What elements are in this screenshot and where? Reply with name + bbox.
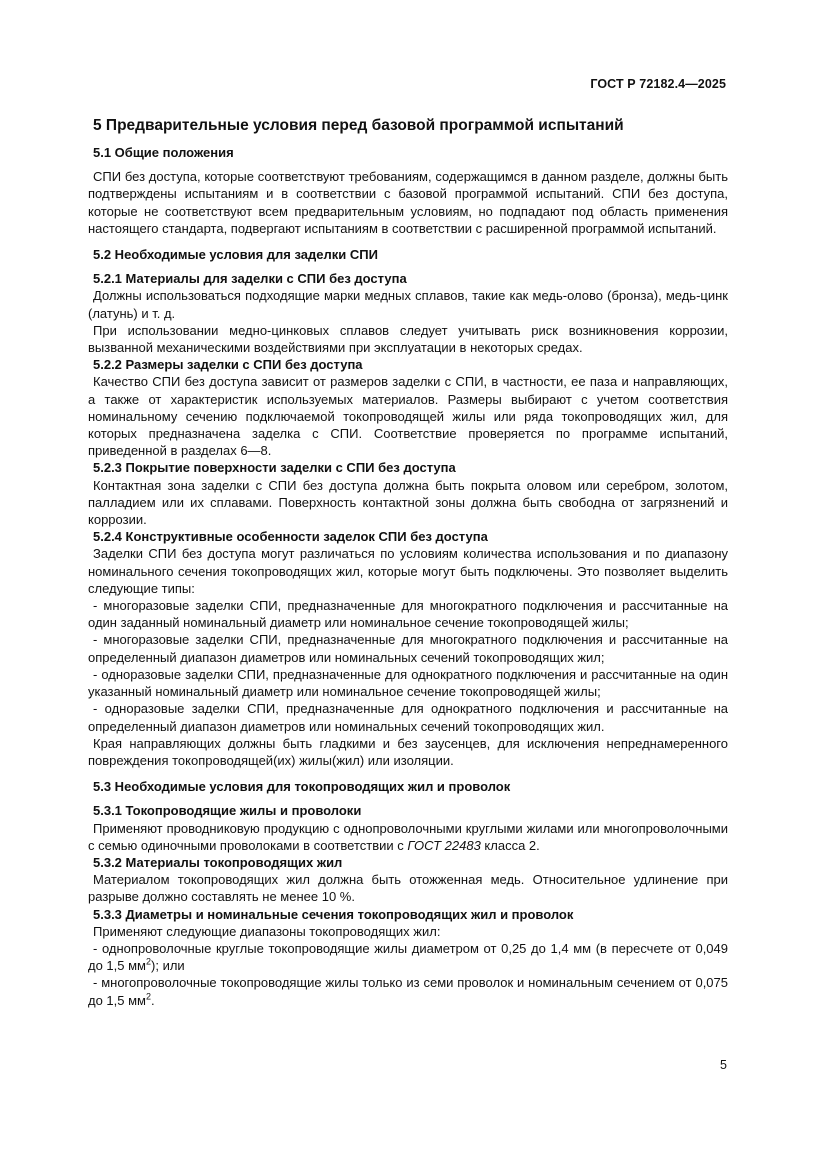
- list-item: - многопроволочные токопроводящие жилы только из семи проволок и номинальным сечением от 0,075 до 1,5 $мм^2$.: [88, 975, 728, 1008]
- section-5-3-2-title: 5.3.2 Материалы токопроводящих жил: [93, 854, 343, 870]
- section-5-2-2-title: 5.2.2 Размеры заделки с СПИ без доступа: [93, 357, 363, 373]
- section-5-2-1-paragraph-1: Должны использоваться подходящие марки медных сплавов, такие как медь-олово (бронза), медь-цинк (латунь) и т. д.: [88, 288, 728, 321]
- page-number: 5: [720, 1058, 727, 1072]
- section-5-2-4-paragraph-2: Края направляющих должны быть гладкими и без заусенцев, для исключения непреднамеренного повреждения токопроводящей(их) жилы(жил) или изоляции.: [88, 735, 728, 768]
- section-5-2-4-paragraph-1: Заделки СПИ без доступа могут различаться по условиям количества использования и по диапазону номинального сечения токопроводящих жил, которые могут быть подключены. Это позволяет выделить следующие типы:: [88, 546, 728, 596]
- list-item: - одноразовые заделки СПИ, предназначенные для однократного подключения и рассчитанные на один указанный номинальный диаметр или номинальное сечение токопроводящей жилы;: [88, 666, 728, 700]
- section-5-2-4-title: 5.2.4 Конструктивные особенности заделок СПИ без доступа: [93, 529, 488, 545]
- section-5-2-3-paragraph: Контактная зона заделки с СПИ без доступа должна быть покрыта оловом или серебром, золотом, палладием или их сплавами. Поверхность контактной зоны должна быть свободна от загрязнений и коррозии.: [88, 477, 728, 528]
- section-5-1-title: 5.1 Общие положения: [93, 145, 234, 160]
- list-item: - однопроволочные круглые токопроводящие жилы диаметром от 0,25 до 1,4 мм (в пересчете от 0,049 до 1,5 $мм^2$); или: [88, 940, 728, 974]
- list-item: - многоразовые заделки СПИ, предназначенные для многократного подключения и рассчитанные на определенный диапазон диаметров или номинальных сечений токопроводящих жил;: [88, 632, 728, 665]
- section-5-2-1-paragraph-2: При использовании медно-цинковых сплавов следует учитывать риск возникновения коррозии, вызванной механическими воздействиями при эксплуатации в некоторых средах.: [88, 322, 728, 356]
- section-5-3-1-title: 5.3.1 Токопроводящие жилы и проволоки: [93, 803, 362, 819]
- section-5-3-title: 5.3 Необходимые условия для токопроводящих жил и проволок: [93, 779, 511, 795]
- section-5-3-2-paragraph: Материалом токопроводящих жил должна быть отожженная медь. Относительное удлинение при разрыве должно составлять не менее 10 %.: [88, 872, 728, 905]
- section-5-2-3-title: 5.2.3 Покрытие поверхности заделки с СПИ без доступа: [93, 460, 456, 476]
- section-5-3-3-paragraph: Применяют следующие диапазоны токопроводящих жил:: [93, 923, 441, 939]
- section-5-title: 5 Предварительные условия перед базовой программой испытаний: [93, 117, 624, 134]
- standard-reference-link[interactable]: ГОСТ 22483: [407, 837, 481, 853]
- document-code: ГОСТ Р 72182.4—2025: [590, 77, 726, 91]
- section-5-2-1-title: 5.2.1 Материалы для заделки с СПИ без доступа: [93, 271, 407, 287]
- section-5-3-1-paragraph: Применяют проводниковую продукцию с однопроволочными круглыми жилами или многопроволочными с семью одиночными проволоками в соответствии с ГОСТ 22483 класса 2.: [88, 820, 728, 853]
- section-5-1-paragraph: СПИ без доступа, которые соответствуют требованиям, содержащимся в данном разделе, должны быть подтверждены испытаниям и в соответствии с базовой программой испытаний. СПИ без доступа, которые не соответствуют всем предварительным условиям, но подпадают под область применения настоящего стандарта, подвергают испытаниям в соответствии с расширенной программой испытаний.: [88, 169, 728, 236]
- list-item: - одноразовые заделки СПИ, предназначенные для однократного подключения и рассчитанные на определенный диапазон диаметров или номинальных сечений токопроводящих жил.: [88, 701, 728, 734]
- section-5-2-title: 5.2 Необходимые условия для заделки СПИ: [93, 247, 378, 263]
- page-body: [88, 116, 728, 1009]
- section-5-3-3-title: 5.3.3 Диаметры и номинальные сечения токопроводящих жил и проволок: [93, 906, 574, 922]
- list-item: - многоразовые заделки СПИ, предназначенные для многократного подключения и рассчитанные на один заданный номинальный диаметр или номинальное сечение токопроводящей жилы;: [88, 598, 728, 631]
- section-5-2-2-paragraph: Качество СПИ без доступа зависит от размеров заделки с СПИ, в частности, ее паза и направляющих, а также от характеристик используемых материалов. Размеры выбирают с учетом соответствия номинальному сечению подключаемой токопроводящей жилы или ряда токопроводящих жил, для которых предназначена заделка с СПИ. Соответствие проверяется по программе испытаний, приведенной в разделах 6—8.: [88, 374, 728, 459]
